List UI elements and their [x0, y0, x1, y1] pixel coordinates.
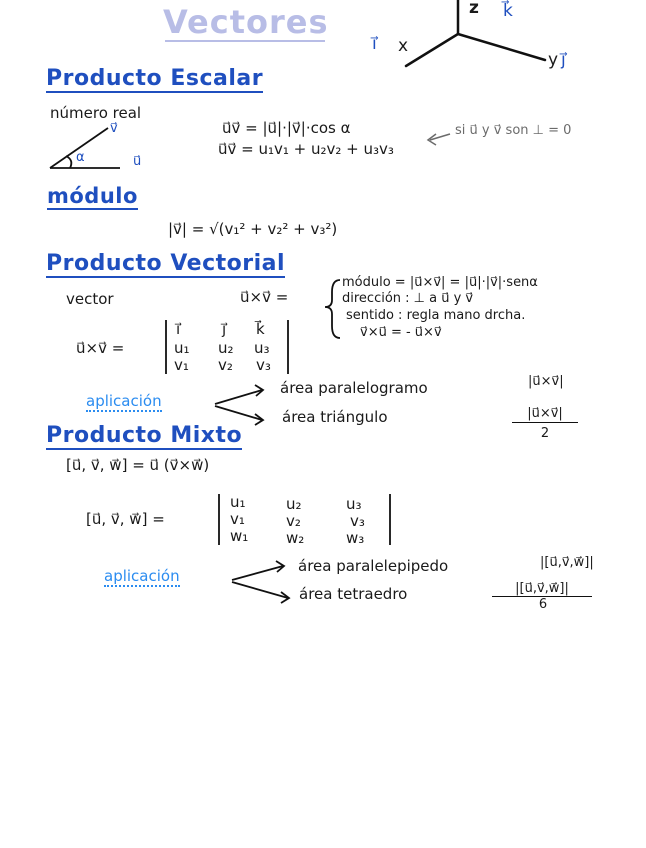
heading-modulo: módulo [47, 184, 138, 208]
heading-producto-escalar: Producto Escalar [46, 66, 264, 91]
area-triangulo-numerator: |u⃗×v⃗| [512, 407, 578, 423]
vectorial-matrix-cell: u₂ [218, 339, 234, 357]
area-tetraedro-numerator: |[u⃗,v⃗,w⃗]| [492, 582, 592, 597]
vectorial-matrix-cell: v₁ [174, 356, 189, 374]
brace-item-direccion: dirección : ⊥ a u⃗ y v⃗ [342, 291, 474, 306]
axis-i-label: i⃗ [372, 34, 377, 54]
heading-producto-vectorial: Producto Vectorial [46, 251, 286, 276]
mixto-aplicacion-label: aplicación [104, 567, 180, 585]
vectorial-matrix-cell: i⃗ [176, 320, 181, 338]
axis-k-label: k⃗ [503, 1, 513, 21]
heading-producto-mixto: Producto Mixto [46, 423, 243, 448]
escalar-perpendicular-note: si u⃗ y v⃗ son ⊥ = 0 [455, 123, 572, 138]
brace [325, 280, 340, 338]
escalar-formula-2: u⃗v⃗ = u₁v₁ + u₂v₂ + u₃v₃ [218, 140, 394, 158]
brace-item-sentido: sentido : regla mano drcha. [346, 308, 526, 323]
escalar-formula-1: u⃗v⃗ = |u⃗|·|v⃗|·cos α [222, 119, 351, 137]
vectorial-aplicacion-label: aplicación [86, 392, 162, 410]
numero-real-label: número real [50, 104, 142, 122]
area-paralelogramo-formula: |u⃗×v⃗| [528, 374, 564, 389]
area-paralelepipedo-formula: |[u⃗,v⃗,w⃗]| [540, 555, 594, 570]
brace-item-modulo: módulo = |u⃗×v⃗| = |u⃗|·|v⃗|·senα [342, 275, 538, 290]
mixto-matrix-cell: w₂ [286, 529, 305, 547]
axis-j-label: j⃗ [561, 50, 566, 70]
vectorial-app-arrows [215, 385, 263, 425]
area-tetraedro-label: área tetraedro [299, 585, 408, 603]
area-paralelepipedo-label: área paralelepipedo [298, 557, 449, 575]
mixto-matrix-cell: v₁ [230, 510, 245, 528]
mixto-det-lhs: [u⃗, v⃗, w⃗] = [86, 510, 165, 528]
vectorial-matrix-cell: v₃ [256, 356, 271, 374]
modulo-formula: |v⃗| = √(v₁² + v₂² + v₃²) [168, 220, 338, 238]
area-paralelogramo-label: área paralelogramo [280, 379, 428, 397]
vectorial-matrix-cell: u₃ [254, 339, 270, 357]
axis-x-label: x [398, 36, 409, 56]
axis-z-label: z [469, 0, 479, 18]
mixto-matrix-cell: v₃ [350, 512, 365, 530]
area-triangulo-denominator: 2 [540, 426, 550, 441]
area-triangulo-label: área triángulo [282, 408, 388, 426]
vectorial-matrix-cell: v₂ [218, 356, 233, 374]
angle-alpha-label: α [76, 150, 85, 165]
mixto-app-arrows [232, 561, 289, 603]
mixto-matrix-cell: u₃ [346, 495, 362, 513]
mixto-matrix-cell: u₂ [286, 495, 302, 513]
uxv-label: u⃗×v⃗ = [240, 288, 289, 306]
mixto-matrix-cell: v₂ [286, 512, 301, 530]
note-arrow [428, 134, 450, 145]
brace-item-anticommutative: v⃗×u⃗ = - u⃗×v⃗ [360, 325, 442, 340]
angle-u-label: u⃗ [133, 154, 142, 169]
vectorial-det-lhs: u⃗×v⃗ = [76, 339, 125, 357]
vectorial-matrix-cell: k⃗ [256, 320, 265, 338]
page-title: Vectores [163, 3, 329, 41]
mixto-matrix-cell: u₁ [230, 493, 246, 511]
mixto-matrix-cell: w₃ [346, 529, 365, 547]
angle-v-label: v⃗ [110, 121, 118, 136]
mixto-definition: [u⃗, v⃗, w⃗] = u⃗ (v⃗×w⃗) [66, 456, 210, 474]
vector-label: vector [66, 290, 114, 308]
axis-y-label: y [548, 50, 559, 70]
mixto-matrix-cell: w₁ [230, 527, 249, 545]
vectorial-matrix-cell: u₁ [174, 339, 190, 357]
vectorial-matrix-cell: j⃗ [222, 320, 227, 338]
area-tetraedro-denominator: 6 [538, 597, 548, 612]
